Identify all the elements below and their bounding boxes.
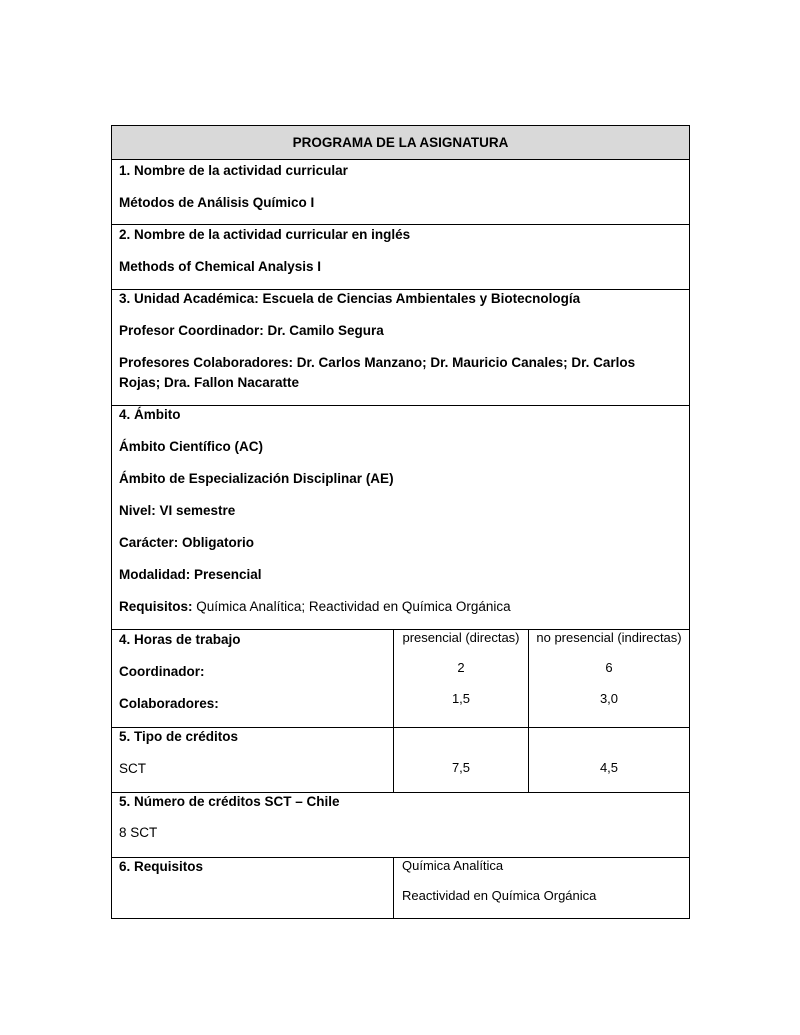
- numero-creditos-cell: [112, 793, 690, 858]
- creditos-presencial: 7,5: [451, 760, 471, 775]
- horas-label-cell: [112, 630, 394, 728]
- section-4-row: [112, 406, 690, 630]
- creditos-no-presencial: 4,5: [599, 760, 619, 775]
- profesor-coordinador: Profesor Coordinador: Dr. Camilo Segura: [119, 323, 384, 338]
- ambito-especializacion: Ámbito de Especialización Disciplinar (AE): [119, 471, 394, 486]
- section-4-cell: [112, 406, 690, 630]
- section-1-cell: [112, 160, 690, 225]
- page-title: PROGRAMA DE LA ASIGNATURA: [112, 126, 690, 160]
- requisitos-row: [112, 858, 690, 919]
- requisitos-inline-value: Química Analítica; Reactividad en Química Orgánica: [196, 599, 511, 614]
- unidad-academica: 3. Unidad Académica: Escuela de Ciencias Ambientales y Biotecnología: [119, 291, 581, 306]
- horas-row: [112, 630, 690, 728]
- profesores-colaboradores-line1: Profesores Colaboradores: Dr. Carlos Manzano; Dr. Mauricio Canales; Dr. Carlos: [119, 355, 636, 370]
- creditos-label-cell: [112, 728, 394, 793]
- horas-label: 4. Horas de trabajo: [119, 632, 241, 647]
- header-row: [112, 126, 690, 160]
- presencial-coordinador: 2: [457, 660, 465, 675]
- requisitos-label-cell: [112, 858, 394, 919]
- ambito-cientifico: Ámbito Científico (AC): [119, 439, 263, 454]
- section-2-value: Methods of Chemical Analysis I: [119, 259, 322, 274]
- creditos-row: [112, 728, 690, 793]
- horas-presencial-cell: [394, 630, 529, 728]
- no-presencial-header: no presencial (indirectas): [536, 630, 682, 645]
- horas-no-presencial-cell: [529, 630, 690, 728]
- tipo-creditos-label: 5. Tipo de créditos: [119, 729, 239, 744]
- section-1-value: Métodos de Análisis Químico I: [119, 195, 315, 210]
- section-3-cell: [112, 290, 690, 406]
- program-table: [111, 125, 690, 919]
- horas-colaboradores-label: Colaboradores:: [119, 696, 219, 711]
- profesores-colaboradores-line2: Rojas; Dra. Fallon Nacaratte: [119, 375, 300, 390]
- no-presencial-colaboradores: 3,0: [599, 691, 619, 706]
- section-2-row: [112, 225, 690, 290]
- requisitos-list-cell: [394, 858, 690, 919]
- no-presencial-coordinador: 6: [605, 660, 613, 675]
- nivel: Nivel: VI semestre: [119, 503, 236, 518]
- section-3-row: [112, 290, 690, 406]
- numero-creditos-row: [112, 793, 690, 858]
- section-1-label: 1. Nombre de la actividad curricular: [119, 163, 348, 178]
- requisito-item: Química Analítica: [402, 858, 504, 873]
- requisitos-inline-label: Requisitos:: [119, 599, 193, 614]
- section-2-label: 2. Nombre de la actividad curricular en inglés: [119, 227, 411, 242]
- requisitos-line: [119, 597, 689, 617]
- requisito-item: Reactividad en Química Orgánica: [402, 888, 597, 903]
- numero-creditos-label: 5. Número de créditos SCT – Chile: [119, 794, 340, 809]
- creditos-presencial-cell: [394, 728, 529, 793]
- presencial-header: presencial (directas): [402, 630, 520, 645]
- requisitos-label: 6. Requisitos: [119, 859, 204, 874]
- tipo-creditos-value: SCT: [119, 761, 146, 776]
- modalidad: Modalidad: Presencial: [119, 567, 262, 582]
- numero-creditos-value: 8 SCT: [119, 825, 158, 840]
- ambito-label: 4. Ámbito: [119, 407, 181, 422]
- horas-coordinador-label: Coordinador:: [119, 664, 205, 679]
- section-1-row: [112, 160, 690, 225]
- section-2-cell: [112, 225, 690, 290]
- caracter: Carácter: Obligatorio: [119, 535, 255, 550]
- presencial-colaboradores: 1,5: [451, 691, 471, 706]
- creditos-no-presencial-cell: [529, 728, 690, 793]
